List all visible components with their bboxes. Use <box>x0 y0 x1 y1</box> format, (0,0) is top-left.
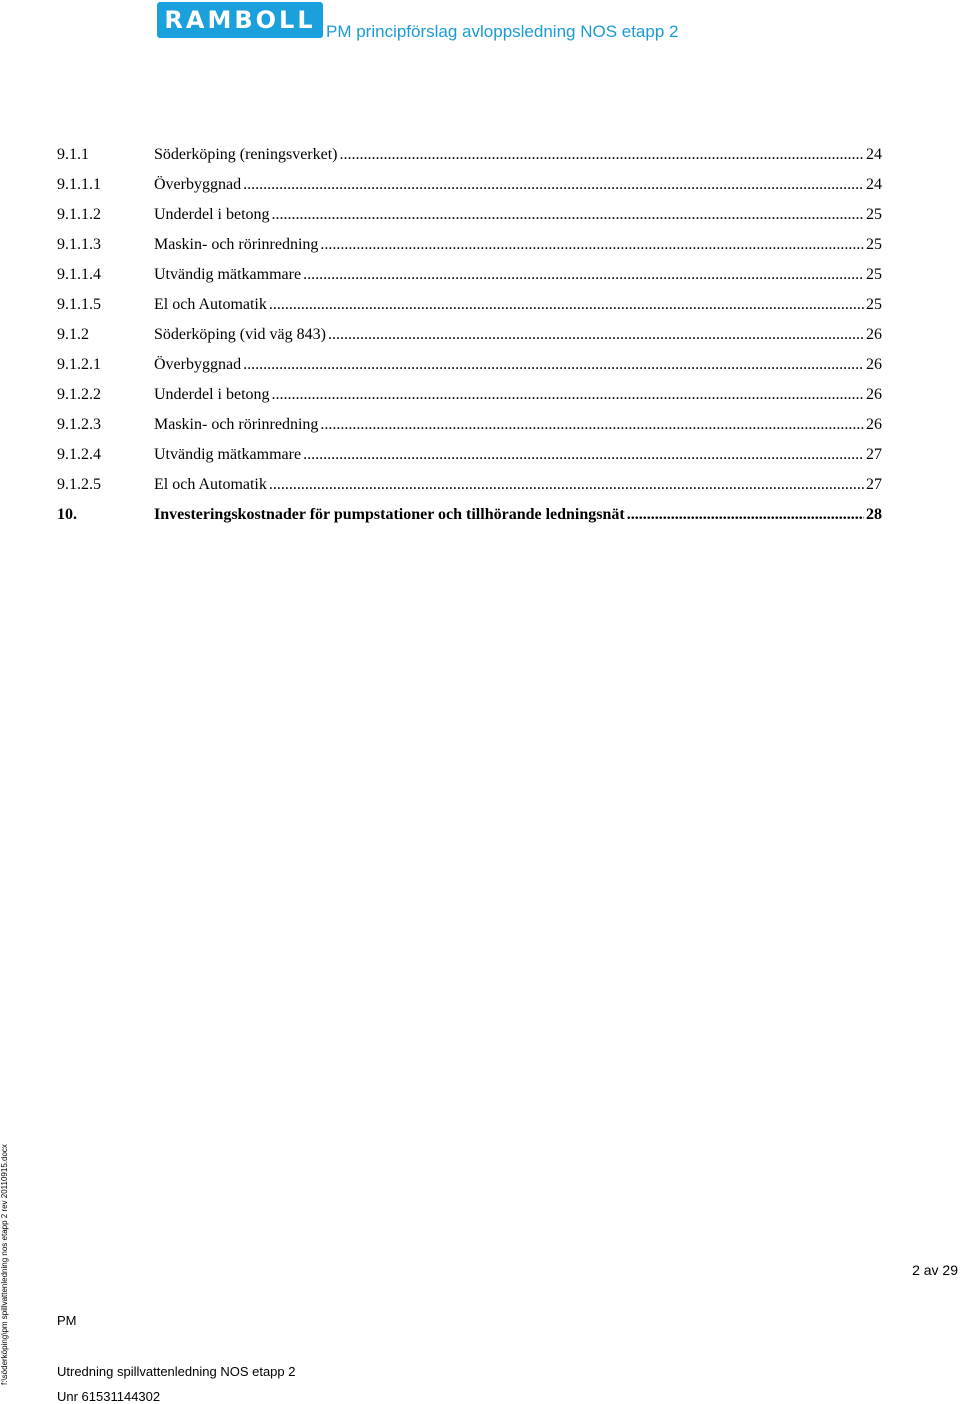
toc-entry-page: 26 <box>866 326 882 343</box>
toc-entry-page: 24 <box>866 146 882 163</box>
toc-entry[interactable] <box>57 140 882 170</box>
table-of-contents <box>57 140 882 530</box>
toc-entry[interactable] <box>57 410 882 440</box>
page-number: 2 av 29 <box>912 1262 958 1278</box>
footer-project-number: Unr 61531144302 <box>57 1389 161 1404</box>
toc-entry-title: Utvändig mätkammare <box>154 266 302 283</box>
toc-entry-title: Underdel i betong <box>154 206 270 223</box>
toc-entry-title: El och Automatik <box>154 476 267 493</box>
toc-entry-page: 25 <box>866 236 882 253</box>
toc-entry-number: 10. <box>57 506 77 523</box>
toc-entry-page: 25 <box>866 206 882 223</box>
toc-entry-title: El och Automatik <box>154 296 267 313</box>
toc-entry[interactable] <box>57 200 882 230</box>
document-header-title: PM principförslag avloppsledning NOS etapp 2 <box>326 22 679 41</box>
toc-entry[interactable] <box>57 470 882 500</box>
toc-entry-number: 9.1.2.5 <box>57 476 101 493</box>
toc-entry-page: 28 <box>866 506 882 523</box>
toc-dot-leader <box>340 140 864 170</box>
toc-dot-leader <box>272 200 864 230</box>
toc-dot-leader <box>269 470 864 500</box>
toc-entry-title: Överbyggnad <box>154 176 242 193</box>
toc-entry-page: 26 <box>866 416 882 433</box>
toc-entry-page: 26 <box>866 386 882 403</box>
toc-entry-page: 27 <box>866 446 882 463</box>
toc-dot-leader <box>303 440 864 470</box>
toc-entry[interactable] <box>57 230 882 260</box>
toc-entry-number: 9.1.1.3 <box>57 236 101 253</box>
toc-dot-leader <box>328 320 864 350</box>
toc-dot-leader <box>627 500 864 530</box>
toc-dot-leader <box>243 170 864 200</box>
toc-entry-number: 9.1.1 <box>57 146 89 163</box>
toc-entry-number: 9.1.2 <box>57 326 89 343</box>
toc-entry-page: 24 <box>866 176 882 193</box>
toc-entry-number: 9.1.2.2 <box>57 386 101 403</box>
toc-dot-leader <box>320 230 864 260</box>
toc-entry[interactable] <box>57 380 882 410</box>
ramboll-logo <box>157 2 323 38</box>
toc-dot-leader <box>272 380 864 410</box>
toc-entry-number: 9.1.2.3 <box>57 416 101 433</box>
toc-entry-title: Underdel i betong <box>154 386 270 403</box>
toc-entry-page: 26 <box>866 356 882 373</box>
toc-entry-number: 9.1.2.1 <box>57 356 101 373</box>
toc-entry-number: 9.1.2.4 <box>57 446 101 463</box>
toc-entry-title: Utvändig mätkammare <box>154 446 302 463</box>
toc-entry-title: Söderköping (vid väg 843) <box>154 326 326 343</box>
toc-dot-leader <box>320 410 864 440</box>
toc-entry-page: 27 <box>866 476 882 493</box>
toc-entry-title: Maskin- och rörinredning <box>154 416 319 433</box>
toc-entry[interactable] <box>57 260 882 290</box>
toc-entry[interactable] <box>57 290 882 320</box>
toc-entry[interactable] <box>57 440 882 470</box>
toc-dot-leader <box>243 350 864 380</box>
toc-entry[interactable] <box>57 500 882 530</box>
toc-entry-number: 9.1.1.1 <box>57 176 101 193</box>
toc-entry-title: Maskin- och rörinredning <box>154 236 319 253</box>
toc-entry-title: Söderköping (reningsverket) <box>154 146 338 163</box>
toc-entry-title: Överbyggnad <box>154 356 242 373</box>
logo-text: RAMBOLL <box>164 6 316 34</box>
toc-entry-title: Investeringskostnader för pumpstationer och tillhörande ledningsnät <box>154 506 625 523</box>
toc-entry-number: 9.1.1.4 <box>57 266 101 283</box>
toc-entry-number: 9.1.1.2 <box>57 206 101 223</box>
toc-entry-page: 25 <box>866 266 882 283</box>
footer-doc-title: Utredning spillvattenledning NOS etapp 2 <box>57 1364 296 1379</box>
toc-entry[interactable] <box>57 170 882 200</box>
toc-entry-number: 9.1.1.5 <box>57 296 101 313</box>
toc-entry[interactable] <box>57 320 882 350</box>
footer-doc-type: PM <box>57 1313 77 1328</box>
toc-dot-leader <box>269 290 864 320</box>
file-path-margin-text: f:\söderköping\pm spillvattenledning nos etapp 2 rev 20110915.docx <box>0 1144 9 1385</box>
toc-entry[interactable] <box>57 350 882 380</box>
toc-entry-page: 25 <box>866 296 882 313</box>
toc-dot-leader <box>303 260 864 290</box>
